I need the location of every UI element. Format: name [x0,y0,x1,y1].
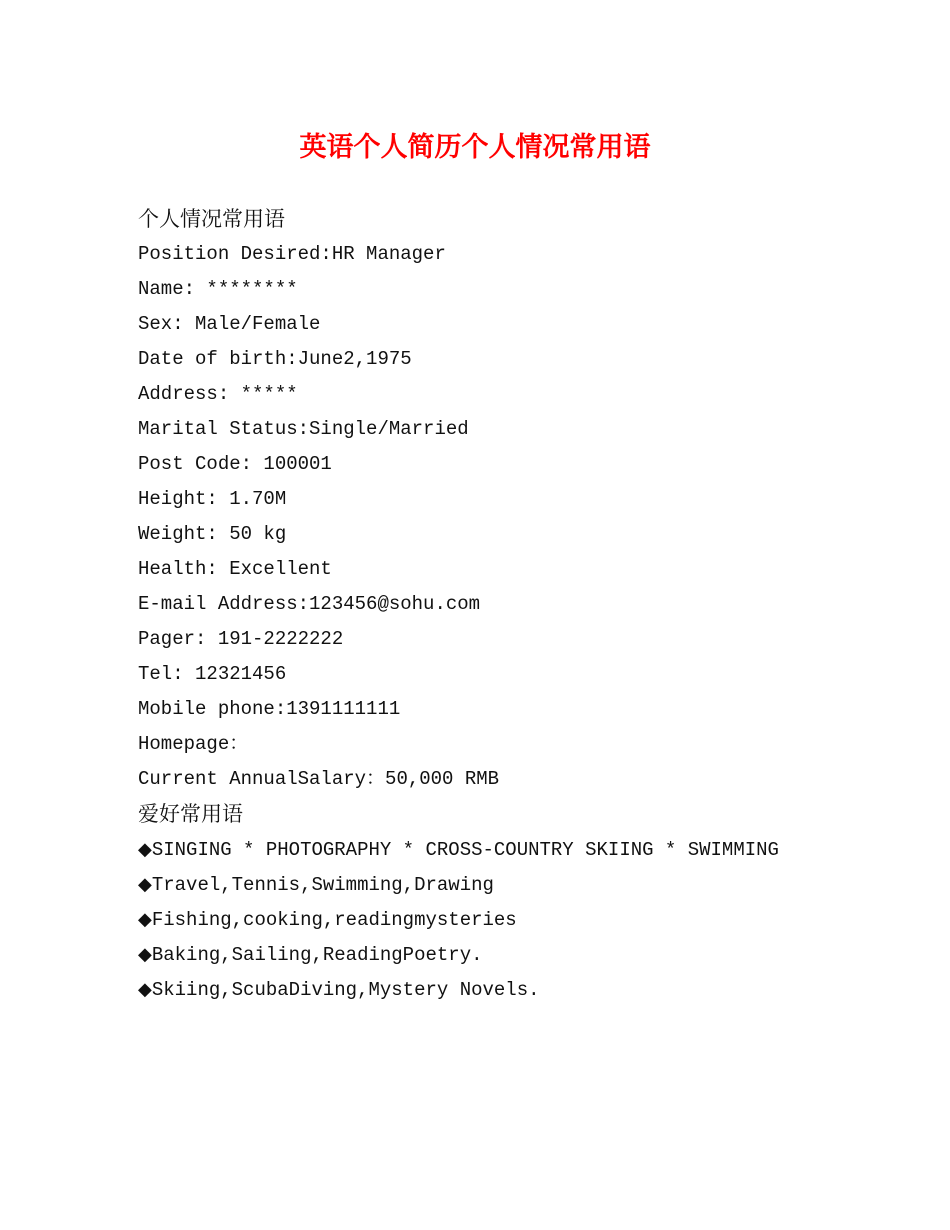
homepage-line: Homepage： [138,733,249,755]
height-line: Height: 1.70M [138,488,287,510]
diamond-bullet-icon: ◆ [138,979,152,1000]
hobby-list-item [138,972,918,1007]
diamond-bullet-icon: ◆ [138,874,152,895]
marital-status-line: Marital Status:Single/Married [138,418,469,440]
hobby-item-text: Fishing,cooking,readingmysteries [151,909,517,931]
address-line: Address: ***** [138,383,298,405]
date-of-birth-line: Date of birth:June2,1975 [138,348,412,370]
document-body [138,202,918,1007]
email-line: E-mail Address:123456@sohu.com [138,593,481,615]
position-desired-line: Position Desired:HR Manager [138,243,446,265]
mobile-phone-line: Mobile phone:1391111111 [138,698,401,720]
hobby-list-item [138,832,918,867]
health-line: Health: Excellent [138,558,332,580]
post-code-line: Post Code: 100001 [138,453,332,475]
pager-line: Pager: 191-2222222 [138,628,344,650]
diamond-bullet-icon: ◆ [138,839,152,860]
hobby-item-text: SINGING * PHOTOGRAPHY * CROSS-COUNTRY SKIING * SWIMMING [151,839,779,861]
hobby-list-item [138,867,918,902]
hobby-item-text: Travel,Tennis,Swimming,Drawing [151,874,494,896]
hobby-item-text: Skiing,ScubaDiving,Mystery Novels. [151,979,540,1001]
diamond-bullet-icon: ◆ [138,909,152,930]
hobby-item-text: Baking,Sailing,ReadingPoetry. [151,944,483,966]
weight-line: Weight: 50 kg [138,523,287,545]
current-salary-line: Current AnnualSalary：50,000 RMB [138,768,500,790]
hobby-section-heading: 爱好常用语 [138,802,243,826]
sex-line: Sex: Male/Female [138,313,321,335]
name-line: Name: ******** [138,278,298,300]
tel-line: Tel: 12321456 [138,663,287,685]
diamond-bullet-icon: ◆ [138,944,152,965]
hobby-list-item [138,937,918,972]
hobby-list-item [138,902,918,937]
document-title: 英语个人简历个人情况常用语 [299,132,651,163]
personal-section-heading: 个人情况常用语 [138,207,285,231]
